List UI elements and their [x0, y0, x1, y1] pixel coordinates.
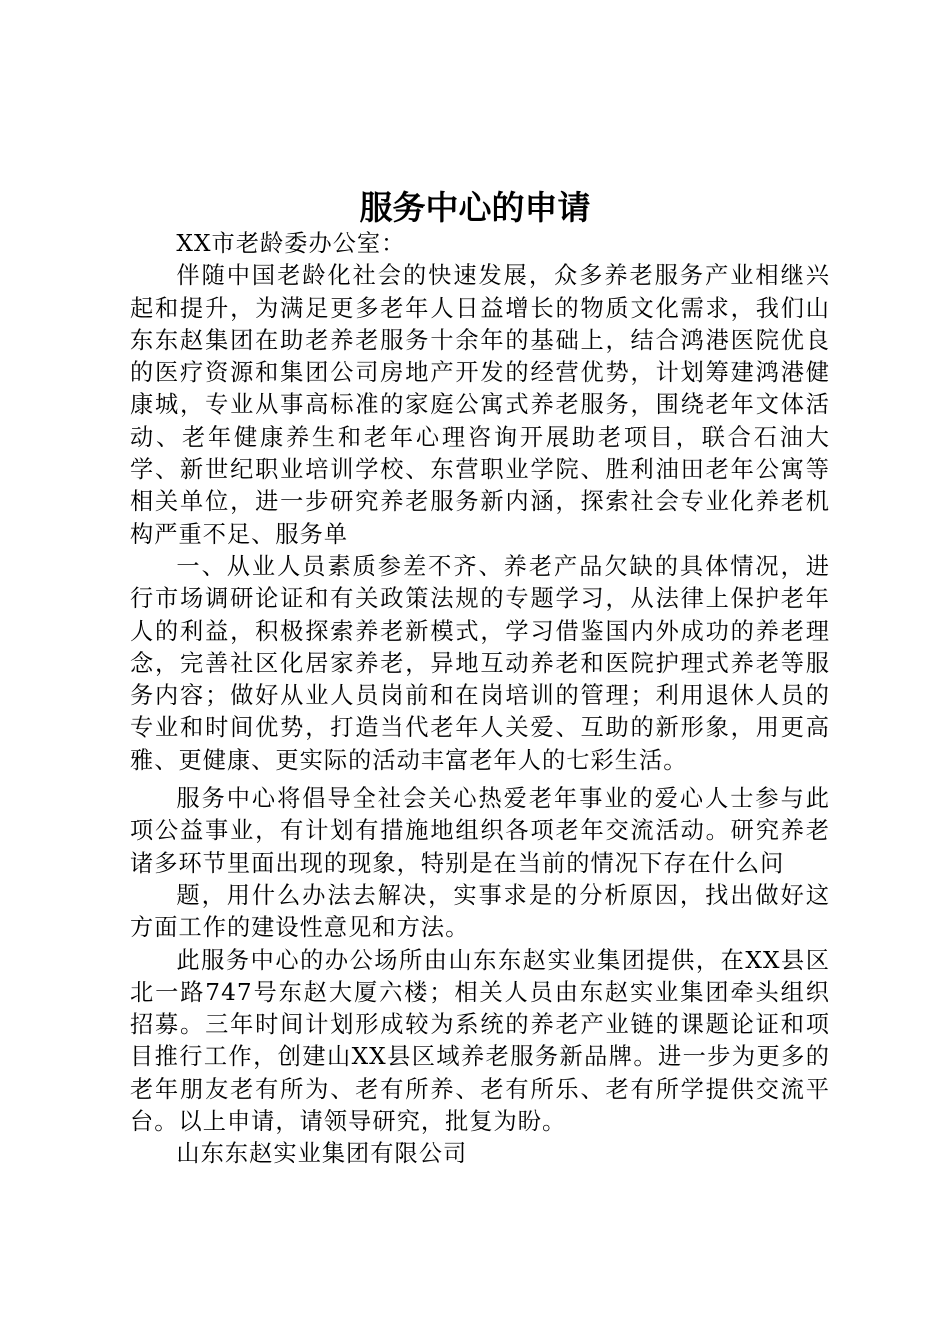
paragraph-4: 题，用什么办法去解决，实事求是的分析原因，找出做好这方面工作的建设性意见和方法。 [130, 881, 830, 942]
document-body [130, 228, 830, 1171]
salutation: XX市老龄委办公室： [176, 230, 406, 257]
signature: 山东东赵实业集团有限公司 [176, 1140, 468, 1168]
paragraph-3: 服务中心将倡导全社会关心热爱老年事业的爱心人士参与此项公益事业，有计划有措施地组织各项老年交流活动。研究养老诸多环节里面出现的现象，特别是在当前的情况下存在什么问 [130, 785, 830, 877]
document-title: 服务中心的申请 [359, 188, 591, 227]
paragraph-1: 伴随中国老龄化社会的快速发展，众多养老服务产业相继兴起和提升，为满足更多老年人日益增长的物质文化需求，我们山东东赵集团在助老养老服务十余年的基础上，结合鸿港医院优良的医疗资源和集团公司房地产开发的经营优势，计划筹建鸿港健康城，专业从事高标准的家庭公寓式养老服务，围绕老年文体活动、老年健康养生和老年心理咨询开展助老项目，联合石油大学、新世纪职业培训学校、东营职业学院、胜利油田老年公寓等相关单位，进一步研究养老服务新内涵，探索社会专业化养老机构严重不足、服务单 [130, 262, 830, 548]
paragraph-5: 此服务中心的办公场所由山东东赵实业集团提供，在XX县区北一路747号东赵大厦六楼；相关人员由东赵实业集团牵头组织招募。三年时间计划形成较为系统的养老产业链的课题论证和项目推行工作，创建山XX县区域养老服务新品牌。进一步为更多的老年朋友老有所为、老有所养、老有所乐、老有所学提供交流平台。以上申请，请领导研究，批复为盼。 [130, 946, 830, 1136]
paragraph-2: 一、从业人员素质参差不齐、养老产品欠缺的具体情况，进行市场调研论证和有关政策法规的专题学习，从法律上保护老年人的利益，积极探索养老新模式，学习借鉴国内外成功的养老理念，完善社区化居家养老，异地互动养老和医院护理式养老等服务内容；做好从业人员岗前和在岗培训的管理；利用退休人员的专业和时间优势，打造当代老年人关爱、互助的新形象，用更高雅、更健康、更实际的活动丰富老年人的七彩生活。 [130, 552, 830, 774]
